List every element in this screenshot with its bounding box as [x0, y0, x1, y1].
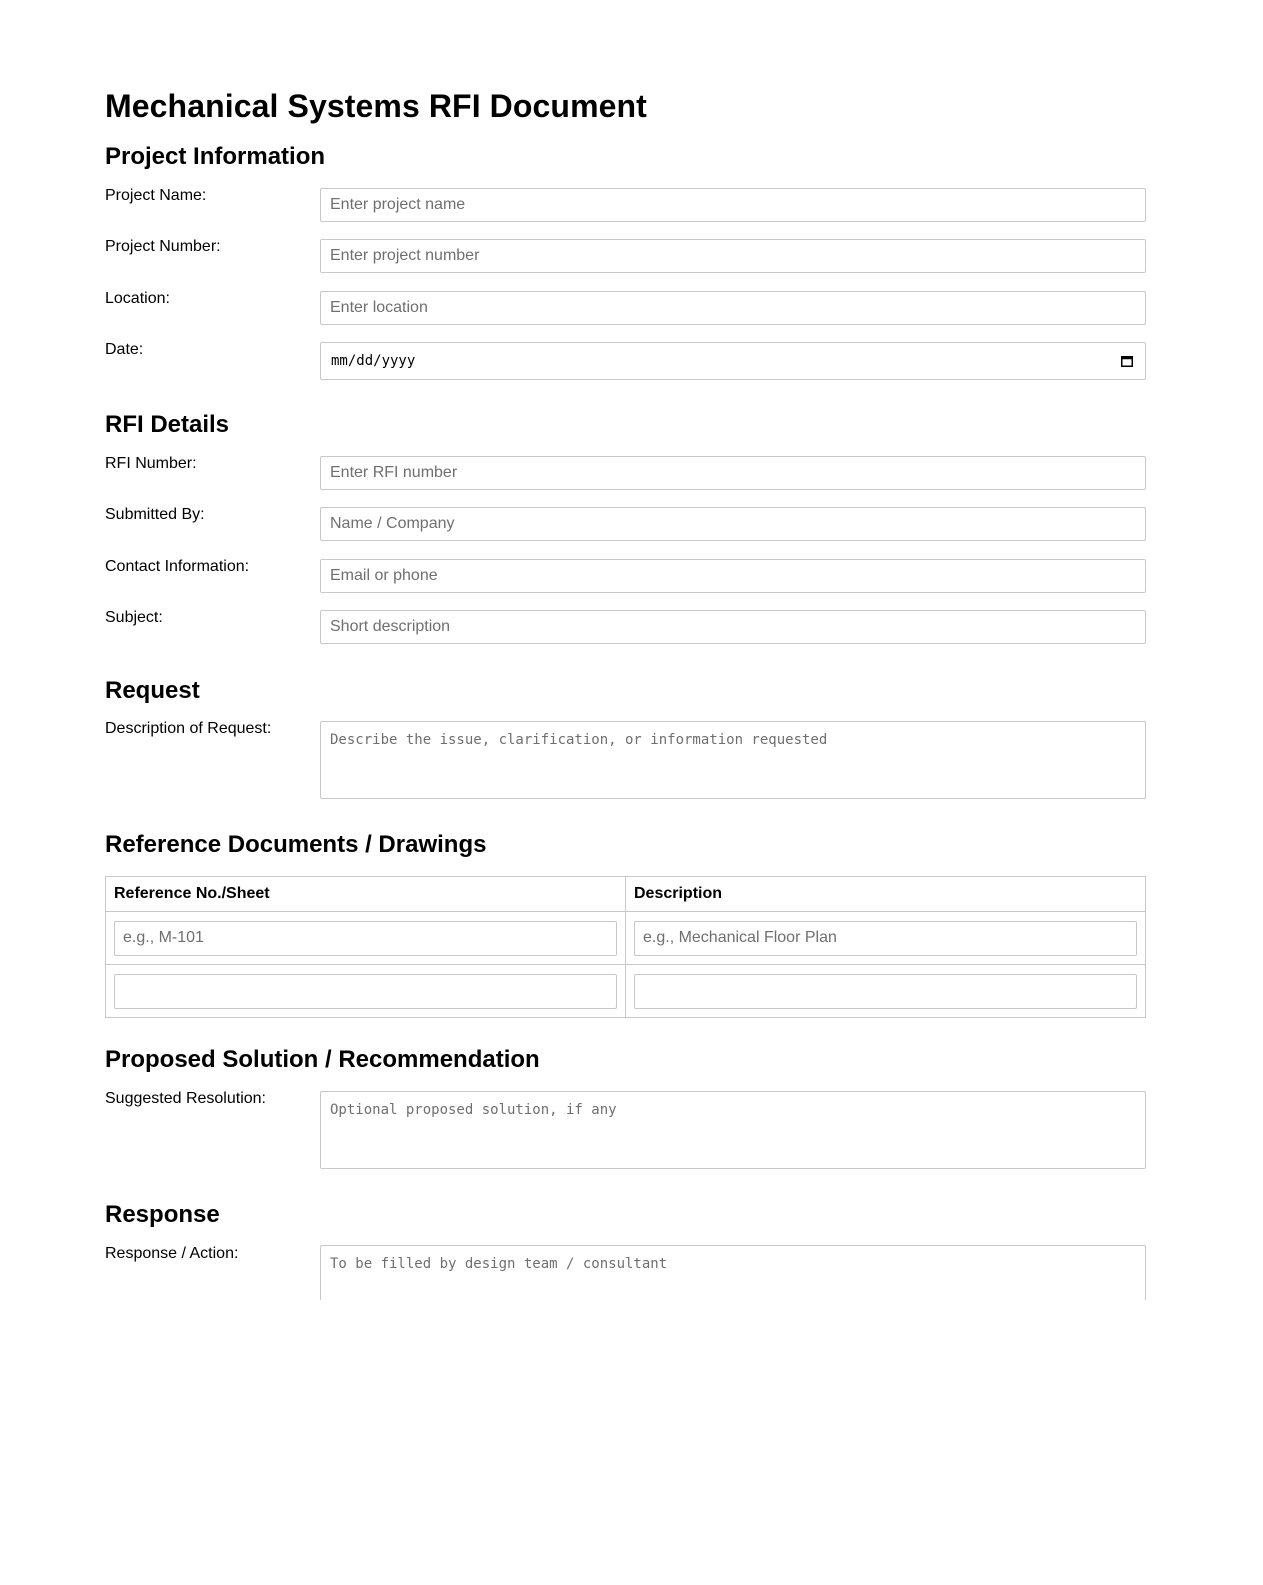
project-number-label: Project Number: — [105, 238, 221, 255]
request-heading: Request — [105, 677, 200, 704]
rfi-details-heading: RFI Details — [105, 411, 230, 438]
contact-information-label: Contact Information: — [105, 558, 250, 575]
project-number-input[interactable] — [320, 239, 1146, 273]
response-action-label: Response / Action: — [105, 1245, 239, 1262]
reference-description-input[interactable] — [634, 974, 1137, 1009]
description-of-request-textarea[interactable] — [320, 721, 1146, 799]
suggested-resolution-textarea[interactable] — [320, 1091, 1146, 1169]
subject-input[interactable] — [320, 610, 1146, 644]
rfi-number-input[interactable] — [320, 456, 1146, 490]
date-label: Date: — [105, 341, 144, 358]
table-cell — [626, 965, 1146, 1018]
reference-number-input[interactable] — [114, 974, 617, 1009]
contact-information-input[interactable] — [320, 559, 1146, 593]
project-name-input[interactable] — [320, 188, 1146, 222]
location-input[interactable] — [320, 291, 1146, 325]
reference-documents-heading: Reference Documents / Drawings — [105, 831, 487, 858]
reference-number-input[interactable] — [114, 921, 617, 956]
submitted-by-label: Submitted By: — [105, 506, 205, 523]
rfi-number-label: RFI Number: — [105, 455, 197, 472]
date-input[interactable] — [320, 342, 1146, 380]
calendar-icon[interactable] — [1121, 355, 1133, 367]
reference-documents-table — [105, 876, 1146, 1018]
table-cell — [106, 965, 626, 1018]
suggested-resolution-label: Suggested Resolution: — [105, 1090, 266, 1107]
response-heading: Response — [105, 1201, 220, 1228]
submitted-by-input[interactable] — [320, 507, 1146, 541]
column-header-description: Description — [626, 877, 1146, 912]
date-input-text: mm/dd/yyyy — [331, 353, 416, 369]
response-action-textarea[interactable] — [320, 1245, 1146, 1300]
table-cell — [106, 912, 626, 965]
subject-label: Subject: — [105, 609, 163, 626]
reference-description-input[interactable] — [634, 921, 1137, 956]
project-name-label: Project Name: — [105, 187, 207, 204]
description-of-request-label: Description of Request: — [105, 720, 272, 737]
project-information-heading: Project Information — [105, 143, 326, 170]
table-cell — [626, 912, 1146, 965]
table-header-row — [106, 877, 1146, 912]
page-title: Mechanical Systems RFI Document — [105, 88, 647, 124]
column-header-reference: Reference No./Sheet — [106, 877, 626, 912]
table-row — [106, 912, 1146, 965]
location-label: Location: — [105, 290, 170, 307]
rfi-form — [105, 0, 1157, 1300]
proposed-solution-heading: Proposed Solution / Recommendation — [105, 1046, 540, 1073]
table-row — [106, 965, 1146, 1018]
